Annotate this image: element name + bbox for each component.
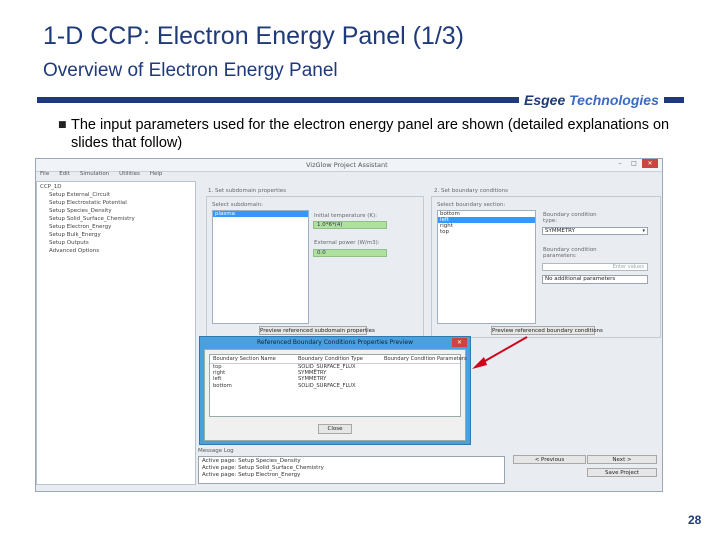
menu-simulation[interactable]: Simulation xyxy=(79,171,110,177)
brand-suffix: Technologies xyxy=(569,92,659,108)
external-power-label: External power (W/m3): xyxy=(314,240,380,246)
column-header: Boundary Condition Parameters xyxy=(384,356,467,362)
bc-preview-dialog xyxy=(199,336,471,445)
header-rule-left xyxy=(37,97,519,103)
header-rule-right xyxy=(664,97,684,103)
bc-params-input[interactable]: Enter values xyxy=(542,263,648,271)
page-number: 28 xyxy=(688,513,702,527)
message-log-line: Active page: Setup Species_Density xyxy=(202,458,301,464)
tree-item-advanced-options[interactable]: Advanced Options xyxy=(49,248,100,254)
dialog-close-button[interactable]: Close xyxy=(318,424,352,434)
app-window-title: VizGlow Project Assistant xyxy=(306,161,388,169)
external-power-field[interactable]: 0.0 xyxy=(313,249,387,257)
list-item[interactable]: plasma xyxy=(213,211,308,217)
tree-item-external-circuit[interactable]: Setup External_Circuit xyxy=(49,192,111,198)
project-tree xyxy=(36,181,196,485)
bullet-text: The input parameters used for the electron energy panel are shown (detailed explanations on slides that follow) xyxy=(71,117,670,151)
menu-bar xyxy=(36,171,662,180)
bc-type-label: Boundary condition type: xyxy=(543,212,597,224)
bc-params-label: Boundary condition parameters: xyxy=(543,247,597,259)
bc-params-text: No additional parameters xyxy=(542,275,648,284)
bullet-icon: ■ xyxy=(58,120,67,130)
message-log-line: Active page: Setup Solid_Surface_Chemistry xyxy=(202,465,324,471)
menu-utilities[interactable]: Utilities xyxy=(119,171,140,177)
slide-subtitle: Overview of Electron Energy Panel xyxy=(43,60,338,81)
bc-preview-table xyxy=(209,354,467,417)
tree-item-solid-surface-chemistry[interactable]: Setup Solid_Surface_Chemistry xyxy=(49,216,135,222)
tree-item-bulk-energy[interactable]: Setup Bulk_Energy xyxy=(49,232,101,238)
table-cell: right xyxy=(213,370,226,377)
message-log-line: Active page: Setup Electron_Energy xyxy=(202,472,301,478)
dialog-title: Referenced Boundary Conditions Properties Preview xyxy=(257,339,413,346)
table-header xyxy=(210,355,467,364)
menu-file[interactable]: File xyxy=(40,171,50,177)
table-cell: top xyxy=(213,364,222,370)
tree-item-electron-energy[interactable]: Setup Electron_Energy xyxy=(49,224,112,230)
brand-name: Esgee xyxy=(524,92,566,108)
tree-item-electrostatic-potential[interactable]: Setup Electrostatic Potential xyxy=(49,200,127,206)
tree-root[interactable]: CCP_1D xyxy=(40,184,62,190)
subdomain-list[interactable] xyxy=(212,210,309,324)
minimize-icon[interactable]: – xyxy=(618,160,622,167)
list-item[interactable]: top xyxy=(440,229,450,235)
table-row[interactable] xyxy=(210,383,460,389)
chevron-down-icon: ▾ xyxy=(642,228,645,234)
tree-item-outputs[interactable]: Setup Outputs xyxy=(49,240,89,246)
menu-help[interactable]: Help xyxy=(149,171,163,177)
close-icon[interactable]: ✕ xyxy=(452,338,467,347)
bc-type-value: SYMMETRY xyxy=(545,228,576,234)
table-cell: left xyxy=(213,376,222,383)
table-cell: SYMMETRY xyxy=(298,376,327,383)
list-item[interactable]: left xyxy=(438,217,535,223)
bc-type-select[interactable] xyxy=(542,227,648,235)
tree-item-species-density[interactable]: Setup Species_Density xyxy=(49,208,112,214)
table-cell: bottom xyxy=(213,382,232,389)
list-item[interactable]: right xyxy=(440,223,453,229)
next-button[interactable]: Next > xyxy=(587,455,657,464)
close-icon[interactable]: ✕ xyxy=(642,159,658,168)
table-cell: SOLID_SURFACE_FLUX xyxy=(298,364,356,370)
brand-logo xyxy=(524,92,659,108)
table-cell: SOLID_SURFACE_FLUX xyxy=(298,382,356,389)
maximize-icon[interactable]: □ xyxy=(631,160,637,167)
column-header: Boundary Section Name xyxy=(213,356,276,362)
table-cell xyxy=(384,383,460,389)
boundary-header: 2. Set boundary conditions xyxy=(434,188,509,194)
subdomain-header: 1. Set subdomain properties xyxy=(208,188,287,194)
preview-subdomain-button[interactable]: Preview referenced subdomain properties xyxy=(260,328,375,334)
column-header: Boundary Condition Type xyxy=(298,356,363,362)
subdomain-select-label: Select subdomain: xyxy=(212,202,264,208)
app-window xyxy=(35,158,663,492)
boundary-select-label: Select boundary section: xyxy=(437,202,506,208)
dialog-body xyxy=(204,349,466,441)
table-cell: SYMMETRY xyxy=(298,370,327,377)
slide-title: 1-D CCP: Electron Energy Panel (1/3) xyxy=(43,22,465,50)
list-item[interactable]: bottom xyxy=(440,211,460,217)
preview-boundary-button[interactable]: Preview referenced boundary conditions xyxy=(492,328,603,334)
initial-temp-label: Initial temperature (K): xyxy=(314,213,378,219)
boundary-list[interactable] xyxy=(437,210,536,324)
menu-edit[interactable]: Edit xyxy=(59,171,70,177)
previous-button[interactable]: < Previous xyxy=(513,455,586,464)
initial-temp-field[interactable]: 1.0*6*(4) xyxy=(313,221,387,229)
message-log-label: Message Log xyxy=(198,448,234,454)
message-log xyxy=(198,456,505,484)
save-project-button[interactable]: Save Project xyxy=(587,468,657,477)
